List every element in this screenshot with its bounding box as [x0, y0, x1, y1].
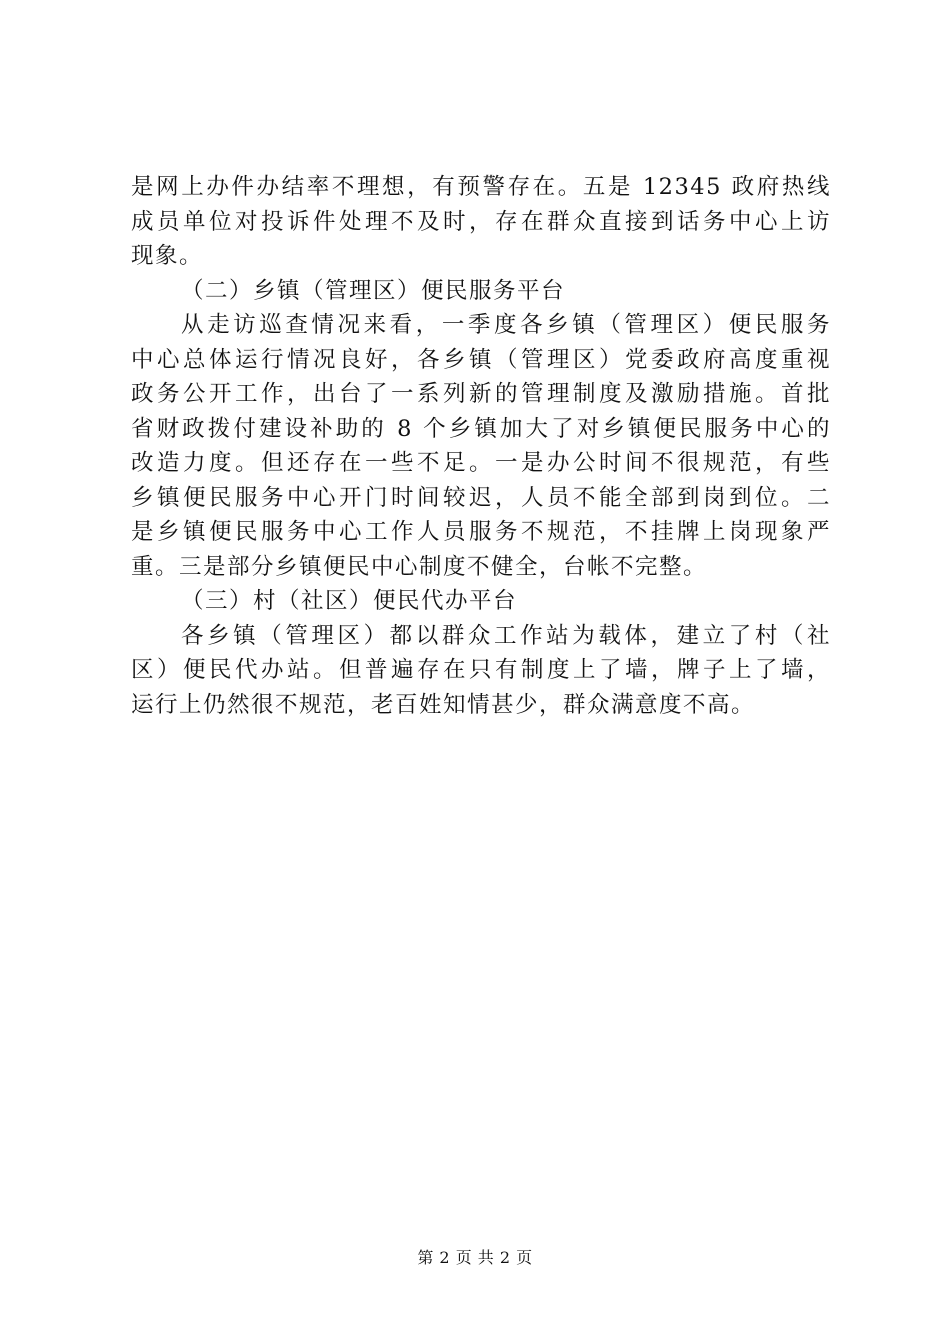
text-line: 区）便民代办站。但普遍存在只有制度上了墙，牌子上了墙，: [131, 657, 831, 683]
text-line: 是乡镇便民服务中心工作人员服务不规范，不挂牌上岗现象严: [131, 519, 831, 545]
text-line: 乡镇便民服务中心开门时间较迟，人员不能全部到岗到位。二: [131, 484, 831, 511]
section-heading: （二）乡镇（管理区）便民服务平台: [181, 277, 566, 304]
text-line: 中心总体运行情况良好，各乡镇（管理区）党委政府高度重视: [131, 346, 831, 373]
text-line: 政务公开工作，出台了一系列新的管理制度及激励措施。首批: [131, 381, 831, 407]
text-line: 从走访巡查情况来看，一季度各乡镇（管理区）便民服务: [181, 312, 831, 338]
text-line: 改造力度。但还存在一些不足。一是办公时间不很规范，有些: [131, 450, 831, 476]
page-number: 第 2 页 共 2 页: [417, 1248, 533, 1267]
page-footer: [0, 1245, 950, 1268]
section-heading: （三）村（社区）便民代办平台: [181, 588, 518, 614]
document-body: [131, 170, 831, 722]
text-line: 各乡镇（管理区）都以群众工作站为载体，建立了村（社: [181, 622, 831, 649]
text-line: 省财政拨付建设补助的 8 个乡镇加大了对乡镇便民服务中心的: [131, 415, 831, 442]
text-line: 运行上仍然很不规范，老百姓知情甚少，群众满意度不高。: [131, 691, 756, 718]
text-line: 成员单位对投诉件处理不及时，存在群众直接到话务中心上访: [131, 208, 831, 235]
text-line: 现象。: [131, 243, 204, 269]
text-line: 重。三是部分乡镇便民中心制度不健全，台帐不完整。: [131, 553, 708, 580]
text-line: 是网上办件办结率不理想，有预警存在。五是 12345 政府热线: [131, 174, 831, 200]
